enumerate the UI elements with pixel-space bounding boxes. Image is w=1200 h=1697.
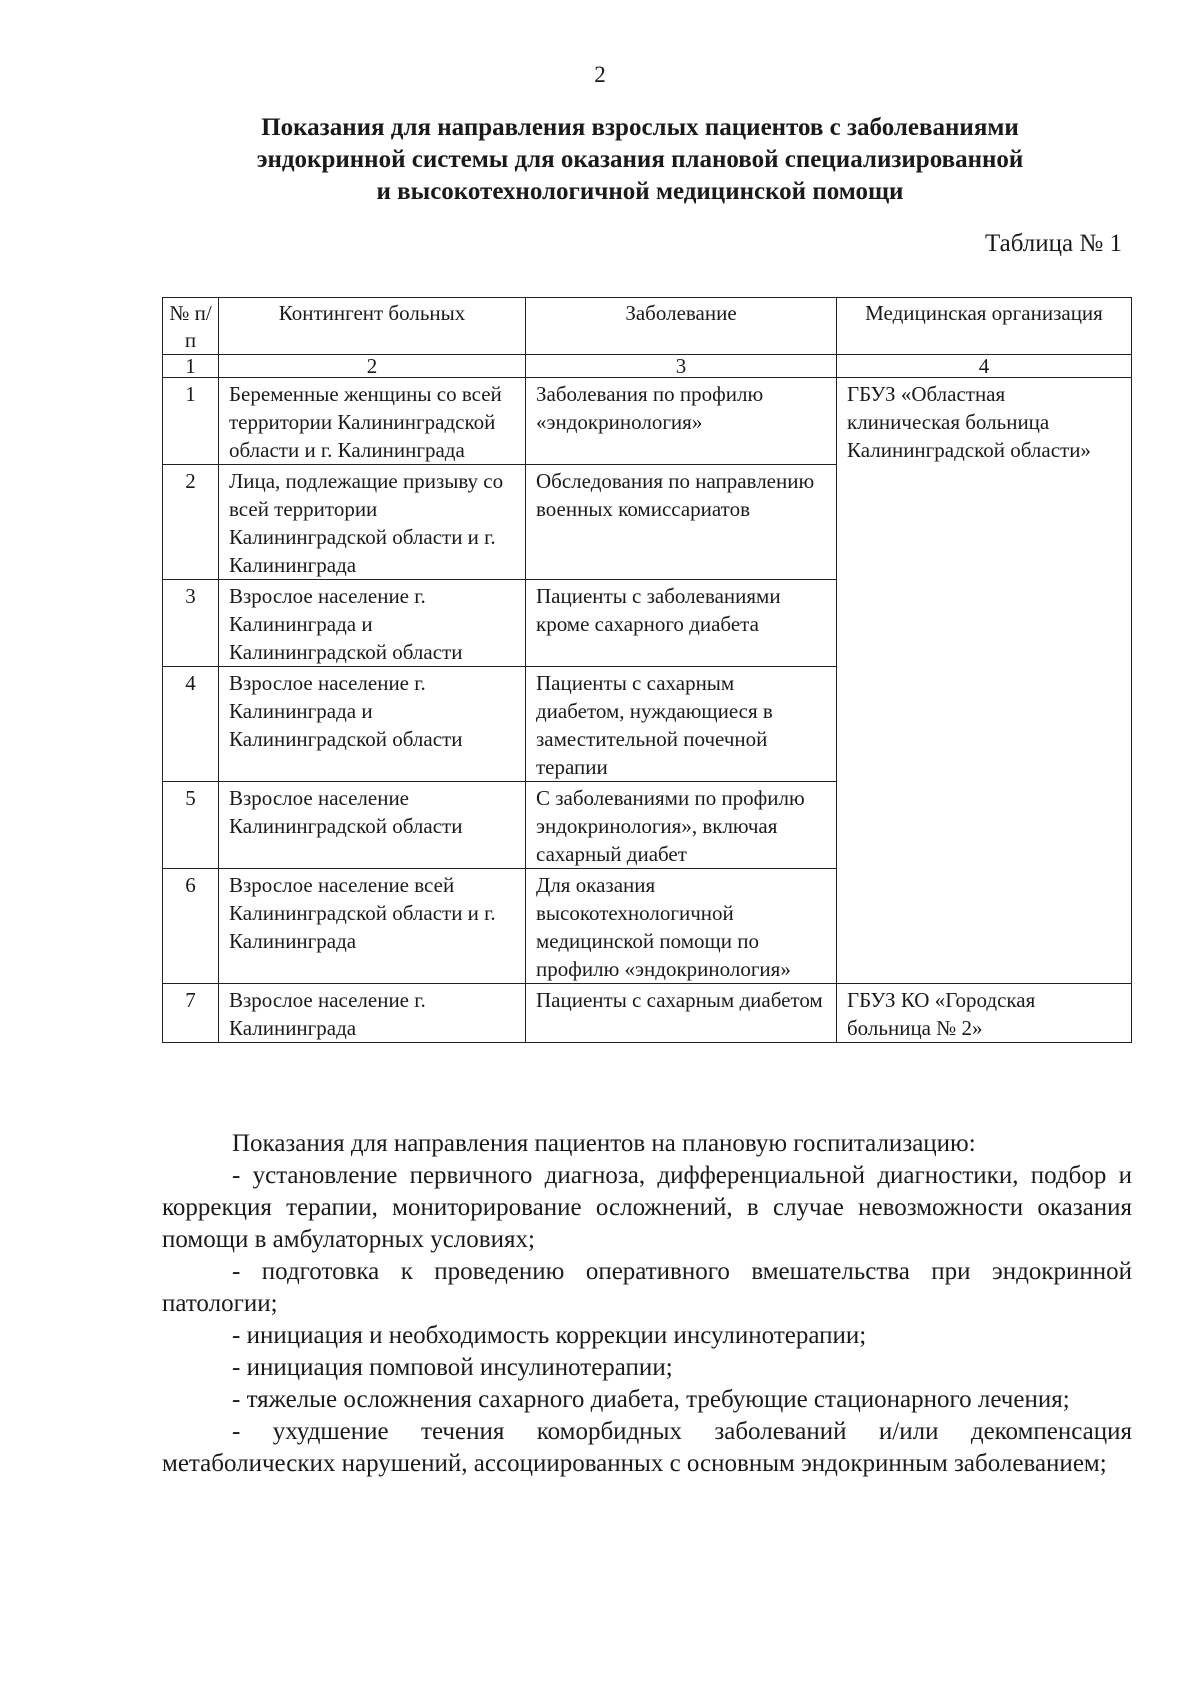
table-row: [163, 378, 1132, 465]
row-number: 5: [163, 782, 219, 869]
column-number: 4: [837, 355, 1132, 378]
page-number: 2: [594, 62, 606, 87]
indication-item: - инициация и необходимость коррекции инсулинотерапии;: [232, 1322, 867, 1349]
title-line: Показания для направления взрослых пациентов с заболеваниями: [261, 114, 1019, 141]
document-title: [160, 112, 1120, 208]
indication-item: - подготовка к проведению оперативного вмешательства при эндокринной патологии;: [162, 1258, 1132, 1317]
column-number: 3: [526, 355, 837, 378]
header-organization: Медицинская организация: [837, 298, 1132, 355]
indication-item: - инициация помповой инсулинотерапии;: [232, 1354, 673, 1381]
row-number: 1: [163, 378, 219, 465]
row-contingent: Лица, подлежащие призыву со всей территории Калининградской области и г. Калининграда: [219, 465, 526, 580]
row-number: 3: [163, 580, 219, 667]
row-organization: ГБУЗ «Областная клиническая больница Калининградской области»: [837, 378, 1132, 984]
indications-intro: Показания для направления пациентов на плановую госпитализацию:: [232, 1130, 976, 1157]
row-contingent: Взрослое население г. Калининграда и Калининградской области: [219, 580, 526, 667]
row-number: 6: [163, 869, 219, 984]
indication-item: - тяжелые осложнения сахарного диабета, требующие стационарного лечения;: [232, 1386, 1070, 1413]
indications-table: [162, 297, 1132, 1043]
row-number: 2: [163, 465, 219, 580]
row-contingent: Взрослое население г. Калининграда: [219, 984, 526, 1043]
column-number: 2: [219, 355, 526, 378]
row-contingent: Взрослое население г. Калининграда и Калининградской области: [219, 667, 526, 782]
table-row: [163, 984, 1132, 1043]
row-disease: Пациенты с сахарным диабетом, нуждающиеся в заместительной почечной терапии: [526, 667, 837, 782]
header-disease: Заболевание: [526, 298, 837, 355]
row-number: 7: [163, 984, 219, 1043]
row-disease: С заболеваниями по профилю эндокринология», включая сахарный диабет: [526, 782, 837, 869]
row-contingent: Беременные женщины со всей территории Калининградской области и г. Калининграда: [219, 378, 526, 465]
column-number: 1: [163, 355, 219, 378]
title-line: и высокотехнологичной медицинской помощи: [376, 178, 904, 205]
indication-item: - установление первичного диагноза, дифференциальной диагностики, подбор и коррекция терапии, мониторирование осложнений, в случае невозможности оказания помощи в амбулаторных условиях;: [162, 1162, 1132, 1253]
row-contingent: Взрослое население Калининградской области: [219, 782, 526, 869]
column-number-row: [163, 355, 1132, 378]
row-disease: Заболевания по профилю «эндокринология»: [526, 378, 837, 465]
row-disease: Пациенты с заболеваниями кроме сахарного диабета: [526, 580, 837, 667]
header-contingent: Контингент больных: [219, 298, 526, 355]
indication-item: - ухудшение течения коморбидных заболеваний и/или декомпенсация метаболических нарушений, ассоциированных с основным эндокринным заболеванием;: [162, 1418, 1132, 1477]
table-label: Таблица № 1: [984, 230, 1122, 257]
title-line: эндокринной системы для оказания плановой специализированной: [256, 146, 1024, 173]
row-disease: Обследования по направлению военных комиссариатов: [526, 465, 837, 580]
row-disease: Пациенты с сахарным диабетом: [526, 984, 837, 1043]
indications-section: [162, 1128, 1132, 1480]
table-header-row: [163, 298, 1132, 355]
header-number: № п/п: [163, 298, 219, 355]
row-number: 4: [163, 667, 219, 782]
row-contingent: Взрослое население всей Калининградской области и г. Калининграда: [219, 869, 526, 984]
row-organization: ГБУЗ КО «Городская больница № 2»: [837, 984, 1132, 1043]
row-disease: Для оказания высокотехнологичной медицинской помощи по профилю «эндокринология»: [526, 869, 837, 984]
